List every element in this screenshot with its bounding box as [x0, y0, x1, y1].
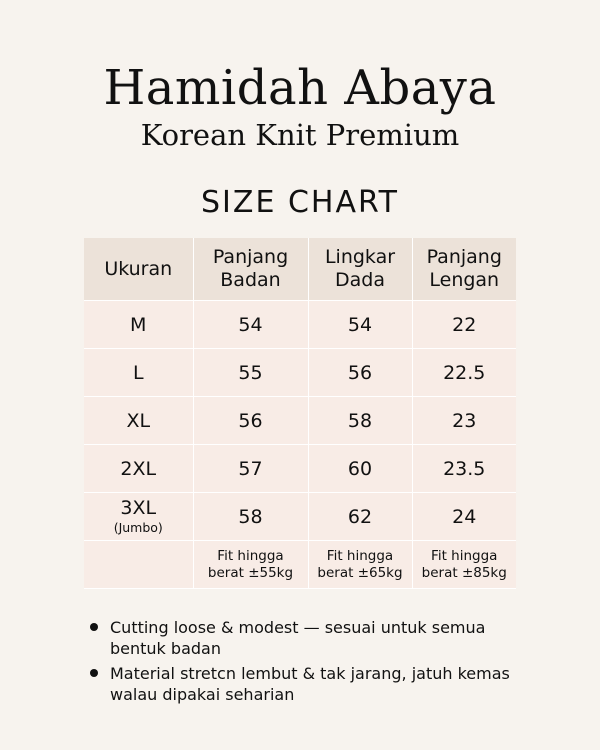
lingkar-dada-cell: 62 [308, 493, 412, 541]
brand-subtitle: Korean Knit Premium [140, 118, 460, 152]
lingkar-dada-cell: 58 [308, 397, 412, 445]
fit-note-cell [412, 541, 516, 589]
list-item-text: Material stretcn lembut & tak jarang, jatuh kemas walau dipakai seharian [110, 664, 510, 704]
size-cell: 2XL [84, 445, 193, 493]
panjang-lengan-cell: 23 [412, 397, 516, 445]
column-header-line: Lingkar [324, 246, 396, 268]
table-row [84, 493, 516, 541]
feature-list [88, 617, 528, 709]
column-header-line: Lengan [429, 269, 500, 291]
panjang-badan-cell: 55 [193, 349, 308, 397]
fit-note-line: Fit hingga [431, 547, 498, 564]
column-header-panjang-lengan [412, 238, 516, 301]
list-item [88, 617, 528, 659]
list-item-text: Cutting loose & modest — sesuai untuk semua bentuk badan [110, 618, 486, 658]
bullet-icon [90, 669, 98, 677]
fit-note-line: berat ±55kg [207, 564, 294, 581]
panjang-lengan-cell: 22.5 [412, 349, 516, 397]
list-item [88, 663, 528, 705]
column-header-line: Ukuran [104, 257, 173, 280]
size-cell [84, 493, 193, 541]
panjang-badan-cell: 54 [193, 301, 308, 349]
table-row [84, 301, 516, 349]
column-header-line: Dada [335, 269, 385, 291]
size-cell: XL [84, 397, 193, 445]
column-header-lingkar-dada [308, 238, 412, 301]
empty-cell [84, 541, 193, 589]
panjang-badan-cell: 56 [193, 397, 308, 445]
panjang-lengan-cell: 24 [412, 493, 516, 541]
fit-note-cell [193, 541, 308, 589]
lingkar-dada-cell: 54 [308, 301, 412, 349]
lingkar-dada-cell: 60 [308, 445, 412, 493]
fit-note-line: berat ±85kg [421, 564, 507, 581]
table-row [84, 445, 516, 493]
size-note: (Jumbo) [113, 519, 163, 535]
fit-note-cell [308, 541, 412, 589]
column-header-panjang-badan [193, 238, 308, 301]
panjang-badan-cell: 58 [193, 493, 308, 541]
column-header-ukuran [84, 238, 193, 301]
panjang-lengan-cell: 23.5 [412, 445, 516, 493]
column-header-line: Badan [220, 269, 281, 291]
column-header-line: Panjang [426, 246, 502, 268]
size-chart-heading: SIZE CHART [201, 185, 399, 220]
panjang-badan-cell: 57 [193, 445, 308, 493]
size-table [84, 238, 516, 589]
panjang-lengan-cell: 22 [412, 301, 516, 349]
size-label: 3XL [120, 496, 157, 519]
size-cell: M [84, 301, 193, 349]
fit-note-line: Fit hingga [217, 547, 284, 564]
size-cell: L [84, 349, 193, 397]
fit-note-row [84, 541, 516, 589]
table-header-row [84, 238, 516, 301]
brand-title: Hamidah Abaya [103, 60, 497, 116]
fit-note-line: Fit hingga [326, 547, 394, 564]
table-row [84, 349, 516, 397]
table-row [84, 397, 516, 445]
fit-note-line: berat ±65kg [317, 564, 403, 581]
column-header-line: Panjang [212, 246, 289, 268]
lingkar-dada-cell: 56 [308, 349, 412, 397]
bullet-icon [90, 623, 98, 631]
